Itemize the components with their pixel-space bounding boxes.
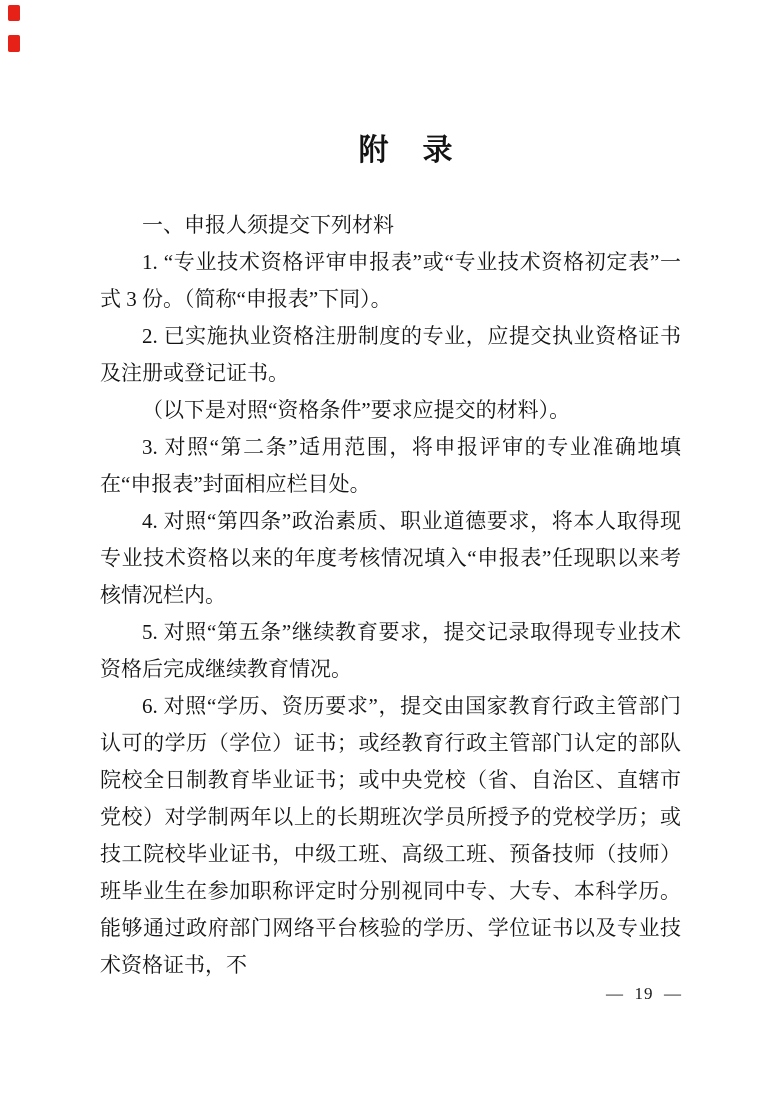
red-annotation-mark — [8, 35, 20, 52]
page-number: — 19 — — [606, 984, 682, 1003]
paragraph: 3. 对照“第二条”适用范围，将申报评审的专业准确地填在“申报表”封面相应栏目处。 — [100, 435, 681, 496]
document-title: 附 录 — [358, 134, 455, 167]
paragraph: 1. “专业技术资格评审申报表”或“专业技术资格初定表”一式 3 份。（简称“申报表”下同）。 — [100, 250, 681, 311]
document-body — [100, 207, 681, 984]
red-annotation-mark — [8, 5, 20, 21]
paragraph: 4. 对照“第四条”政治素质、职业道德要求，将本人取得现专业技术资格以来的年度考核情况填入“申报表”任现职以来考核情况栏内。 — [100, 509, 681, 607]
paragraph: 6. 对照“学历、资历要求”，提交由国家教育行政主管部门认可的学历（学位）证书；或经教育行政主管部门认定的部队院校全日制教育毕业证书；或中央党校（省、自治区、直辖市党校）对学制两年以上的长期班次学员所授予的党校学历；或技工院校毕业证书，中级工班、高级工班、预备技师（技师）班毕业生在参加职称评定时分别视同中专、大专、本科学历。能够通过政府部门网络平台核验的学历、学位证书以及专业技术资格证书，不 — [100, 694, 681, 977]
section-heading: 一、申报人须提交下列材料 — [142, 213, 394, 237]
paragraph: 2. 已实施执业资格注册制度的专业，应提交执业资格证书及注册或登记证书。 — [100, 324, 681, 385]
paragraph: 5. 对照“第五条”继续教育要求，提交记录取得现专业技术资格后完成继续教育情况。 — [100, 620, 681, 681]
paragraph: （以下是对照“资格条件”要求应提交的材料）。 — [142, 398, 571, 422]
